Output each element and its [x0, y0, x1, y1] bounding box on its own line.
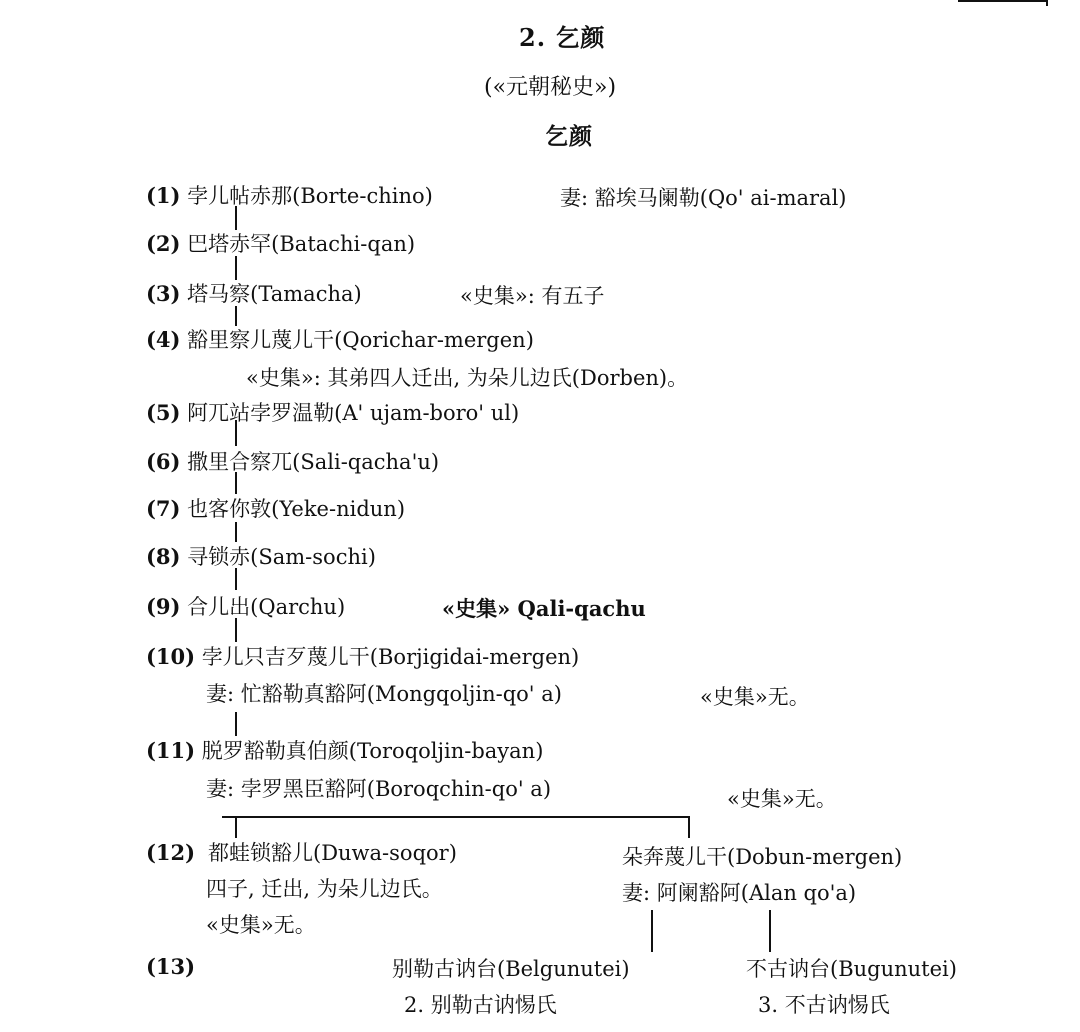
entry-name: 撒里合察兀(Sali-qacha'u) [187, 450, 440, 474]
link-6-7 [235, 472, 237, 494]
entry-name: 孛儿帖赤那(Borte-chino) [187, 184, 433, 208]
source-title: («元朝秘史») [484, 75, 617, 100]
entry-10-wife: 妻: 忙豁勒真豁阿(Mongqoljin-qo' a) [206, 682, 562, 706]
link-9-10 [235, 618, 237, 642]
entry-1 [146, 183, 433, 209]
entry-number: (9) [146, 594, 181, 619]
entry-number: (10) [146, 644, 196, 669]
clan-title: 乞颜 [545, 123, 593, 150]
branch-bar-11 [222, 816, 690, 818]
entry-12-left-note2: «史集»无。 [206, 913, 316, 937]
link-7-8 [235, 522, 237, 542]
entry-6 [146, 449, 439, 475]
entry-name: 豁里察儿蔑儿干(Qorichar-mergen) [187, 328, 534, 352]
entry-13-child2: 不古讷台(Bugunutei) [746, 957, 957, 981]
link-8-9 [235, 568, 237, 590]
corner-mark [958, 0, 1048, 2]
entry-4 [146, 327, 534, 353]
entry-1-wife: 妻: 豁埃马阑勒(Qo' ai-maral) [560, 186, 847, 210]
entry-13-number: (13) [146, 954, 196, 979]
entry-name: 塔马察(Tamacha) [187, 282, 362, 306]
link-11-12-right [688, 816, 690, 838]
link-3-4 [235, 306, 237, 326]
entry-9-note: «史集» Qali-qachu [442, 596, 646, 621]
entry-10-wife-note: «史集»无。 [700, 685, 810, 709]
link-12-13-child2 [769, 910, 771, 952]
entry-8 [146, 544, 376, 570]
entry-name: 合儿出(Qarchu) [187, 595, 346, 619]
entry-number: (7) [146, 496, 181, 521]
entry-name: 脱罗豁勒真伯颜(Toroqoljin-bayan) [201, 739, 544, 763]
entry-5 [146, 400, 519, 426]
entry-13-child1-clan: 2. 别勒古讷惕氏 [404, 993, 557, 1017]
entry-13-child2-clan: 3. 不古讷惕氏 [758, 993, 890, 1017]
entry-12-left-name: 都蛙锁豁儿(Duwa-soqor) [208, 841, 457, 865]
entry-4-note: «史集»: 其弟四人迁出, 为朵儿边氏(Dorben)。 [246, 366, 689, 390]
entry-11-wife: 妻: 孛罗黑臣豁阿(Boroqchin-qo' a) [206, 777, 552, 801]
entry-name: 阿兀站孛罗温勒(A' ujam-boro' ul) [187, 401, 520, 425]
corner-mark-tick [1046, 0, 1048, 6]
link-10-11 [235, 712, 237, 736]
entry-12-number: (12) [146, 840, 196, 865]
entry-number: (6) [146, 449, 181, 474]
entry-13-child1: 别勒古讷台(Belgunutei) [392, 957, 630, 981]
entry-11 [146, 738, 543, 764]
entry-10 [146, 644, 579, 670]
entry-12-left-note: 四子, 迁出, 为朵儿边氏。 [206, 877, 443, 901]
entry-12-right-wife: 妻: 阿阑豁阿(Alan qo'a) [622, 881, 857, 905]
entry-number: (1) [146, 183, 181, 208]
entry-11-wife-note: «史集»无。 [727, 787, 837, 811]
entry-number: (8) [146, 544, 181, 569]
entry-number: (4) [146, 327, 181, 352]
entry-9 [146, 594, 345, 620]
entry-3 [146, 281, 362, 307]
entry-name: 孛儿只吉歹蔑儿干(Borjigidai-mergen) [201, 645, 580, 669]
entry-number: (2) [146, 231, 181, 256]
entry-name: 也客你敦(Yeke-nidun) [187, 497, 406, 521]
entry-3-note: «史集»: 有五子 [460, 284, 605, 308]
section-title: 2. 乞颜 [519, 23, 606, 52]
link-2-3 [235, 256, 237, 280]
entry-2 [146, 231, 415, 257]
entry-number: (11) [146, 738, 196, 763]
link-12-13-child1 [651, 910, 653, 952]
entry-name: 寻锁赤(Sam-sochi) [187, 545, 376, 569]
entry-7 [146, 496, 405, 522]
entry-number: (5) [146, 400, 181, 425]
entry-number: (3) [146, 281, 181, 306]
link-11-12-left [235, 816, 237, 838]
entry-name: 巴塔赤罕(Batachi-qan) [187, 232, 416, 256]
link-1-2 [235, 206, 237, 230]
entry-12-right-name: 朵奔蔑儿干(Dobun-mergen) [622, 845, 903, 869]
